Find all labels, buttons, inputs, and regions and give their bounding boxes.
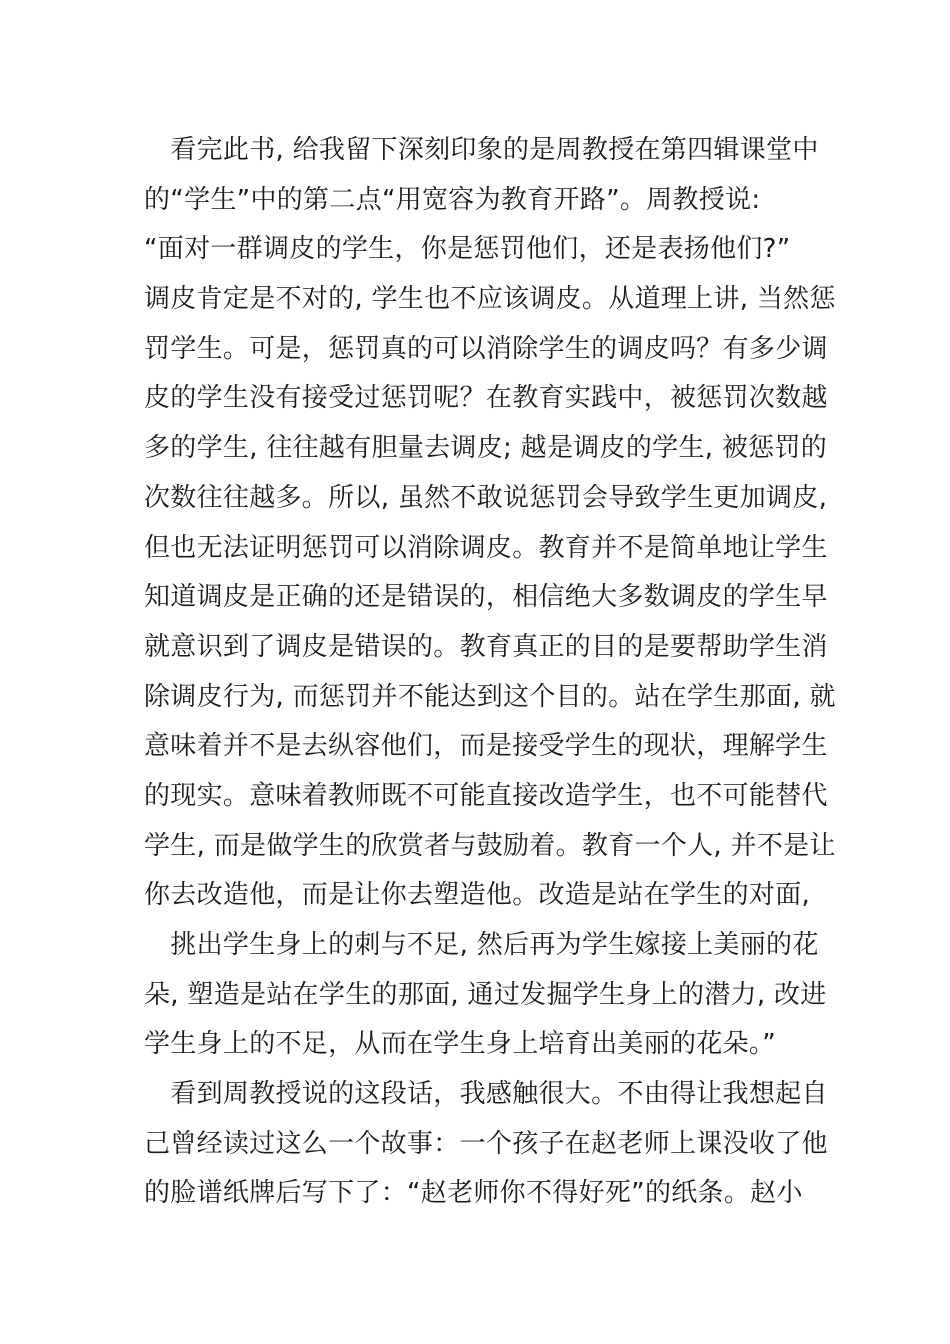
text-line: 除调皮行为, 而惩罚并不能达到这个目的。站在学生那面, 就	[144, 681, 836, 712]
text-line: 看完此书, 给我留下深刻印象的是周教授在第四辑课堂中	[144, 135, 819, 165]
text-line: 意味着并不是去纵容他们，而是接受学生的现状，理解学生	[144, 731, 828, 762]
text-line: “面对一群调皮的学生，你是惩罚他们，还是表扬他们?”	[144, 234, 791, 265]
text-line: 的现实。意味着教师既不可能直接改造学生，也不可能替代	[144, 780, 828, 811]
text-line: 就意识到了调皮是错误的。教育真正的目的是要帮助学生消	[144, 631, 828, 662]
text-line: 挑出学生身上的刺与不足, 然后再为学生嫁接上美丽的花	[144, 930, 819, 960]
text-line: 你去改造他，而是让你去塑造他。改造是站在学生的对面,	[144, 880, 811, 911]
body-text	[144, 126, 836, 1219]
text-line: 罚学生。可是，惩罚真的可以消除学生的调皮吗？有多少调	[144, 333, 828, 364]
text-line: 调皮肯定是不对的, 学生也不应该调皮。从道理上讲, 当然惩	[144, 284, 836, 315]
text-line: 但也无法证明惩罚可以消除调皮。教育并不是简单地让学生	[144, 532, 828, 563]
text-line: 学生, 而是做学生的欣赏者与鼓励着。教育一个人, 并不是让	[144, 830, 836, 861]
text-line: 次数往往越多。所以, 虽然不敢说惩罚会导致学生更加调皮,	[144, 482, 828, 513]
text-line: 的“学生”中的第二点“用宽容为教育开路”。周教授说:	[144, 184, 761, 215]
text-line: 学生身上的不足，从而在学生身上培育出美丽的花朵。”	[144, 1029, 776, 1060]
text-line: 己曾经读过这么一个故事：一个孩子在赵老师上课没收了他	[144, 1128, 828, 1159]
text-line: 看到周教授说的这段话，我感触很大。不由得让我想起自	[144, 1079, 828, 1110]
text-line: 的脸谱纸牌后写下了：“赵老师你不得好死”的纸条。赵小	[144, 1178, 803, 1209]
text-line: 皮的学生没有接受过惩罚呢？在教育实践中，被惩罚次数越	[144, 383, 828, 414]
text-line: 知道调皮是正确的还是错误的，相信绝大多数调皮的学生早	[144, 582, 828, 613]
text-line: 朵, 塑造是站在学生的那面, 通过发掘学生身上的潜力, 改进	[144, 979, 827, 1010]
text-line: 多的学生, 往往越有胆量去调皮; 越是调皮的学生, 被惩罚的	[144, 433, 828, 464]
